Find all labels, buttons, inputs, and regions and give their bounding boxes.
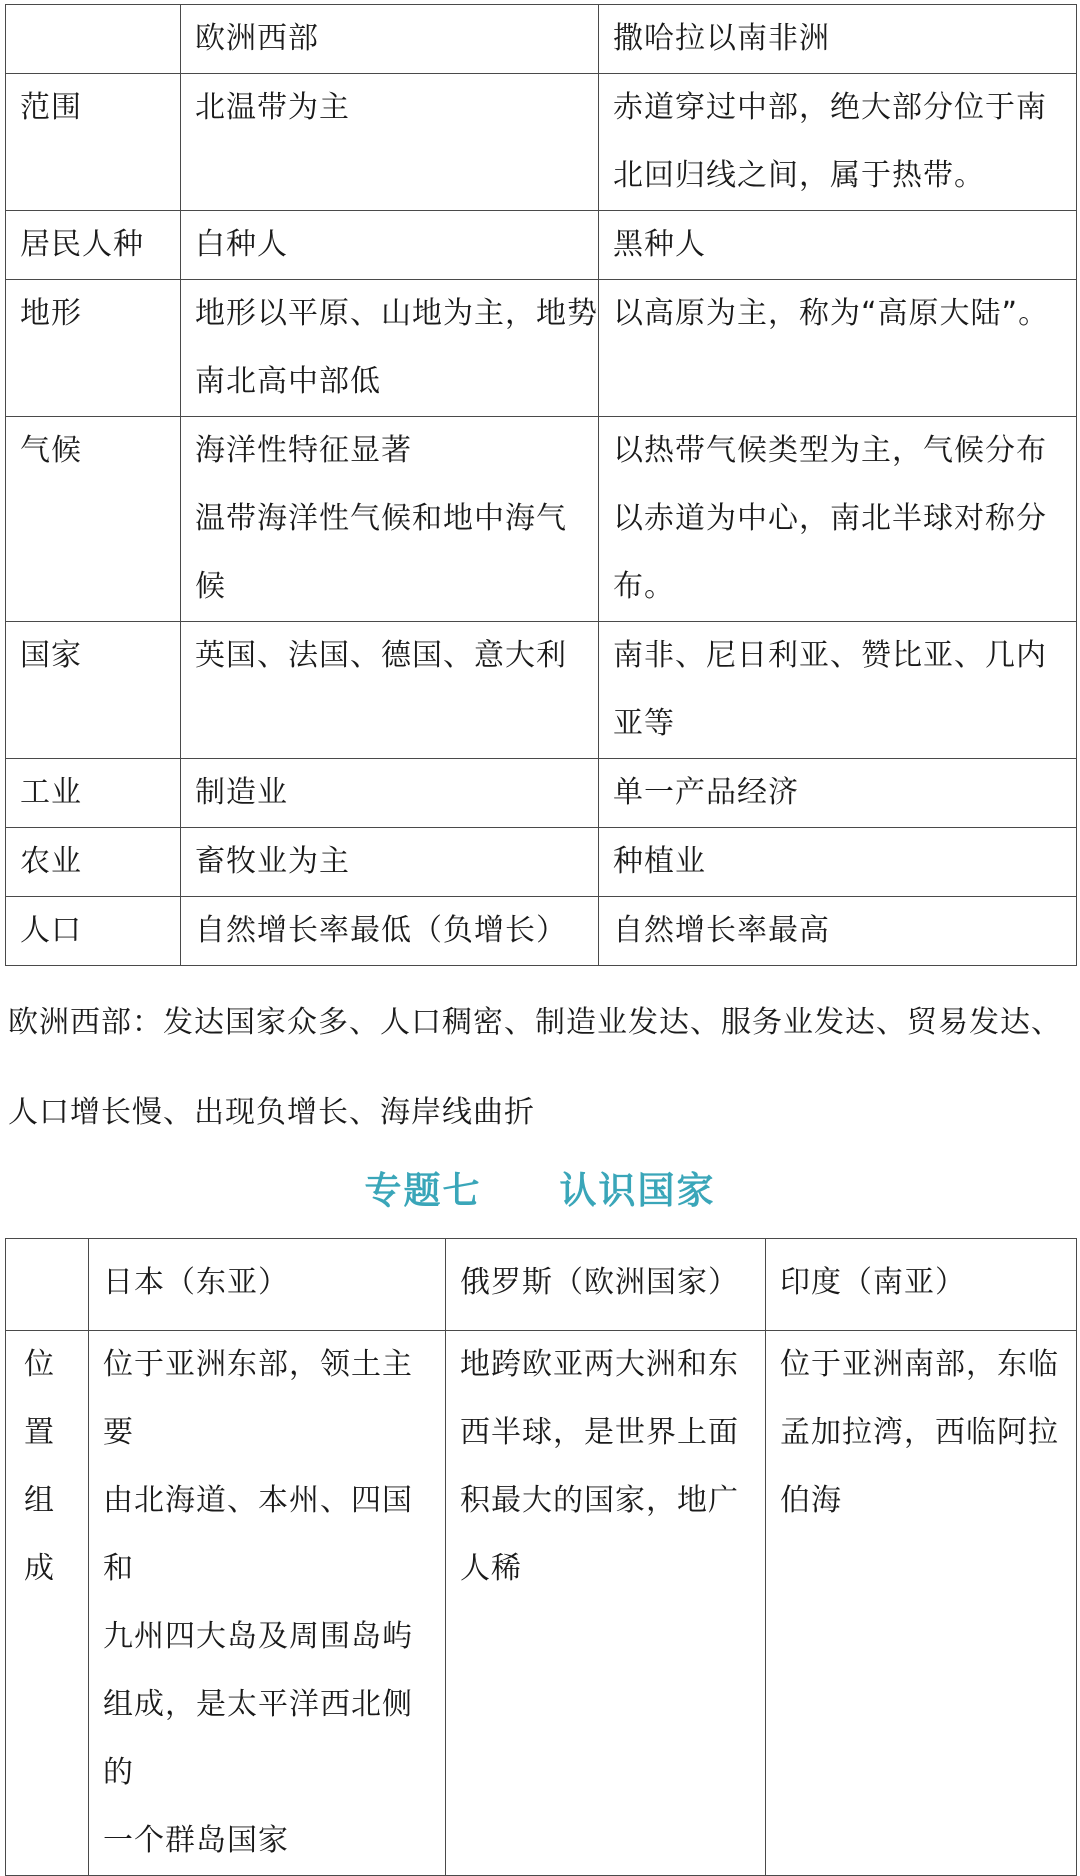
cell-line: 自然增长率最低（负增长） bbox=[195, 913, 567, 948]
row-label: 范围 bbox=[6, 74, 181, 211]
header-cell bbox=[6, 5, 181, 74]
table-row bbox=[6, 1331, 1077, 1876]
africa-cell bbox=[599, 759, 1077, 828]
country-comparison-table bbox=[5, 1238, 1077, 1876]
table-header-row bbox=[6, 5, 1077, 74]
table-header-row bbox=[6, 1239, 1077, 1331]
row-label: 人口 bbox=[6, 897, 181, 966]
notes-line: 人口增长慢、出现负增长、海岸线曲折 bbox=[8, 1095, 535, 1130]
cell-line: 由北海道、本州、四国和 bbox=[103, 1483, 413, 1586]
west-europe-cell bbox=[181, 280, 599, 417]
africa-cell bbox=[599, 897, 1077, 966]
cell-line: 温带海洋性气候和地中海气 bbox=[195, 501, 567, 536]
africa-cell bbox=[599, 828, 1077, 897]
cell-line: 北温带为主 bbox=[195, 90, 350, 125]
table-row bbox=[6, 897, 1077, 966]
row-label-vertical bbox=[6, 1331, 89, 1876]
cell-line: 地跨欧亚两大洲和东 bbox=[460, 1347, 739, 1382]
cell-line: 伯海 bbox=[780, 1483, 842, 1518]
table-row bbox=[6, 211, 1077, 280]
cell-line: 亚等 bbox=[613, 706, 675, 741]
cell-line: 布。 bbox=[613, 569, 675, 604]
cell-line: 赤道穿过中部，绝大部分位于南 bbox=[613, 90, 1047, 125]
cell-line: 积最大的国家，地广 bbox=[460, 1483, 739, 1518]
cell-line: 人稀 bbox=[460, 1551, 522, 1586]
table-row bbox=[6, 759, 1077, 828]
label-char: 成 bbox=[24, 1551, 55, 1586]
table-row bbox=[6, 622, 1077, 759]
cell-line: 自然增长率最高 bbox=[613, 913, 830, 948]
cell-line: 九州四大岛及周围岛屿 bbox=[103, 1619, 413, 1654]
cell-line: 北回归线之间，属于热带。 bbox=[613, 158, 985, 193]
cell-line: 孟加拉湾，西临阿拉 bbox=[780, 1415, 1059, 1450]
cell-line: 以高原为主，称为“高原大陆”。 bbox=[613, 296, 1050, 331]
africa-cell bbox=[599, 622, 1077, 759]
cell-line: 以赤道为中心，南北半球对称分 bbox=[613, 501, 1047, 536]
notes-line: 欧洲西部：发达国家众多、人口稠密、制造业发达、服务业发达、贸易发达、 bbox=[8, 1005, 1062, 1040]
west-europe-cell bbox=[181, 622, 599, 759]
cell-line: 西半球，是世界上面 bbox=[460, 1415, 739, 1450]
row-label: 农业 bbox=[6, 828, 181, 897]
west-europe-cell bbox=[181, 74, 599, 211]
cell-line: 组成，是太平洋西北侧的 bbox=[103, 1687, 413, 1790]
africa-cell bbox=[599, 211, 1077, 280]
header-cell: 日本（东亚） bbox=[89, 1239, 446, 1331]
cell-line: 海洋性特征显著 bbox=[195, 433, 412, 468]
cell-line: 制造业 bbox=[195, 775, 288, 810]
west-europe-cell bbox=[181, 897, 599, 966]
table-row bbox=[6, 417, 1077, 622]
cell-line: 黑种人 bbox=[613, 227, 706, 262]
cell-line: 白种人 bbox=[195, 227, 288, 262]
cell-line: 种植业 bbox=[613, 844, 706, 879]
row-label: 气候 bbox=[6, 417, 181, 622]
label-char: 位 bbox=[24, 1347, 55, 1382]
header-cell: 印度（南亚） bbox=[766, 1239, 1077, 1331]
africa-cell bbox=[599, 280, 1077, 417]
table-row bbox=[6, 828, 1077, 897]
header-cell bbox=[6, 1239, 89, 1331]
header-cell: 俄罗斯（欧洲国家） bbox=[446, 1239, 766, 1331]
western-europe-notes bbox=[8, 978, 1068, 1158]
label-char: 置 bbox=[24, 1415, 55, 1450]
cell-line: 位于亚洲东部，领土主要 bbox=[103, 1347, 413, 1450]
cell-line: 南北高中部低 bbox=[195, 364, 381, 399]
cell-line: 单一产品经济 bbox=[613, 775, 799, 810]
cell-line: 候 bbox=[195, 569, 226, 604]
japan-cell bbox=[89, 1331, 446, 1876]
africa-cell bbox=[599, 417, 1077, 622]
section-title: 专题七 认识国家 bbox=[364, 1169, 716, 1212]
europe-africa-comparison-table bbox=[5, 4, 1077, 966]
table-row bbox=[6, 280, 1077, 417]
india-cell bbox=[766, 1331, 1077, 1876]
label-char: 组 bbox=[24, 1483, 55, 1518]
cell-line: 畜牧业为主 bbox=[195, 844, 350, 879]
cell-line: 地形以平原、山地为主，地势 bbox=[195, 296, 598, 331]
row-label: 地形 bbox=[6, 280, 181, 417]
west-europe-cell bbox=[181, 417, 599, 622]
west-europe-cell bbox=[181, 759, 599, 828]
africa-cell bbox=[599, 74, 1077, 211]
cell-line: 以热带气候类型为主，气候分布 bbox=[613, 433, 1047, 468]
west-europe-cell bbox=[181, 211, 599, 280]
cell-line: 位于亚洲南部，东临 bbox=[780, 1347, 1059, 1382]
russia-cell bbox=[446, 1331, 766, 1876]
cell-line: 一个群岛国家 bbox=[103, 1823, 289, 1858]
cell-line: 南非、尼日利亚、赞比亚、几内 bbox=[613, 638, 1047, 673]
header-cell: 撒哈拉以南非洲 bbox=[599, 5, 1077, 74]
row-label: 居民人种 bbox=[6, 211, 181, 280]
row-label: 国家 bbox=[6, 622, 181, 759]
west-europe-cell bbox=[181, 828, 599, 897]
header-cell: 欧洲西部 bbox=[181, 5, 599, 74]
cell-line: 英国、法国、德国、意大利 bbox=[195, 638, 567, 673]
table-row bbox=[6, 74, 1077, 211]
row-label: 工业 bbox=[6, 759, 181, 828]
